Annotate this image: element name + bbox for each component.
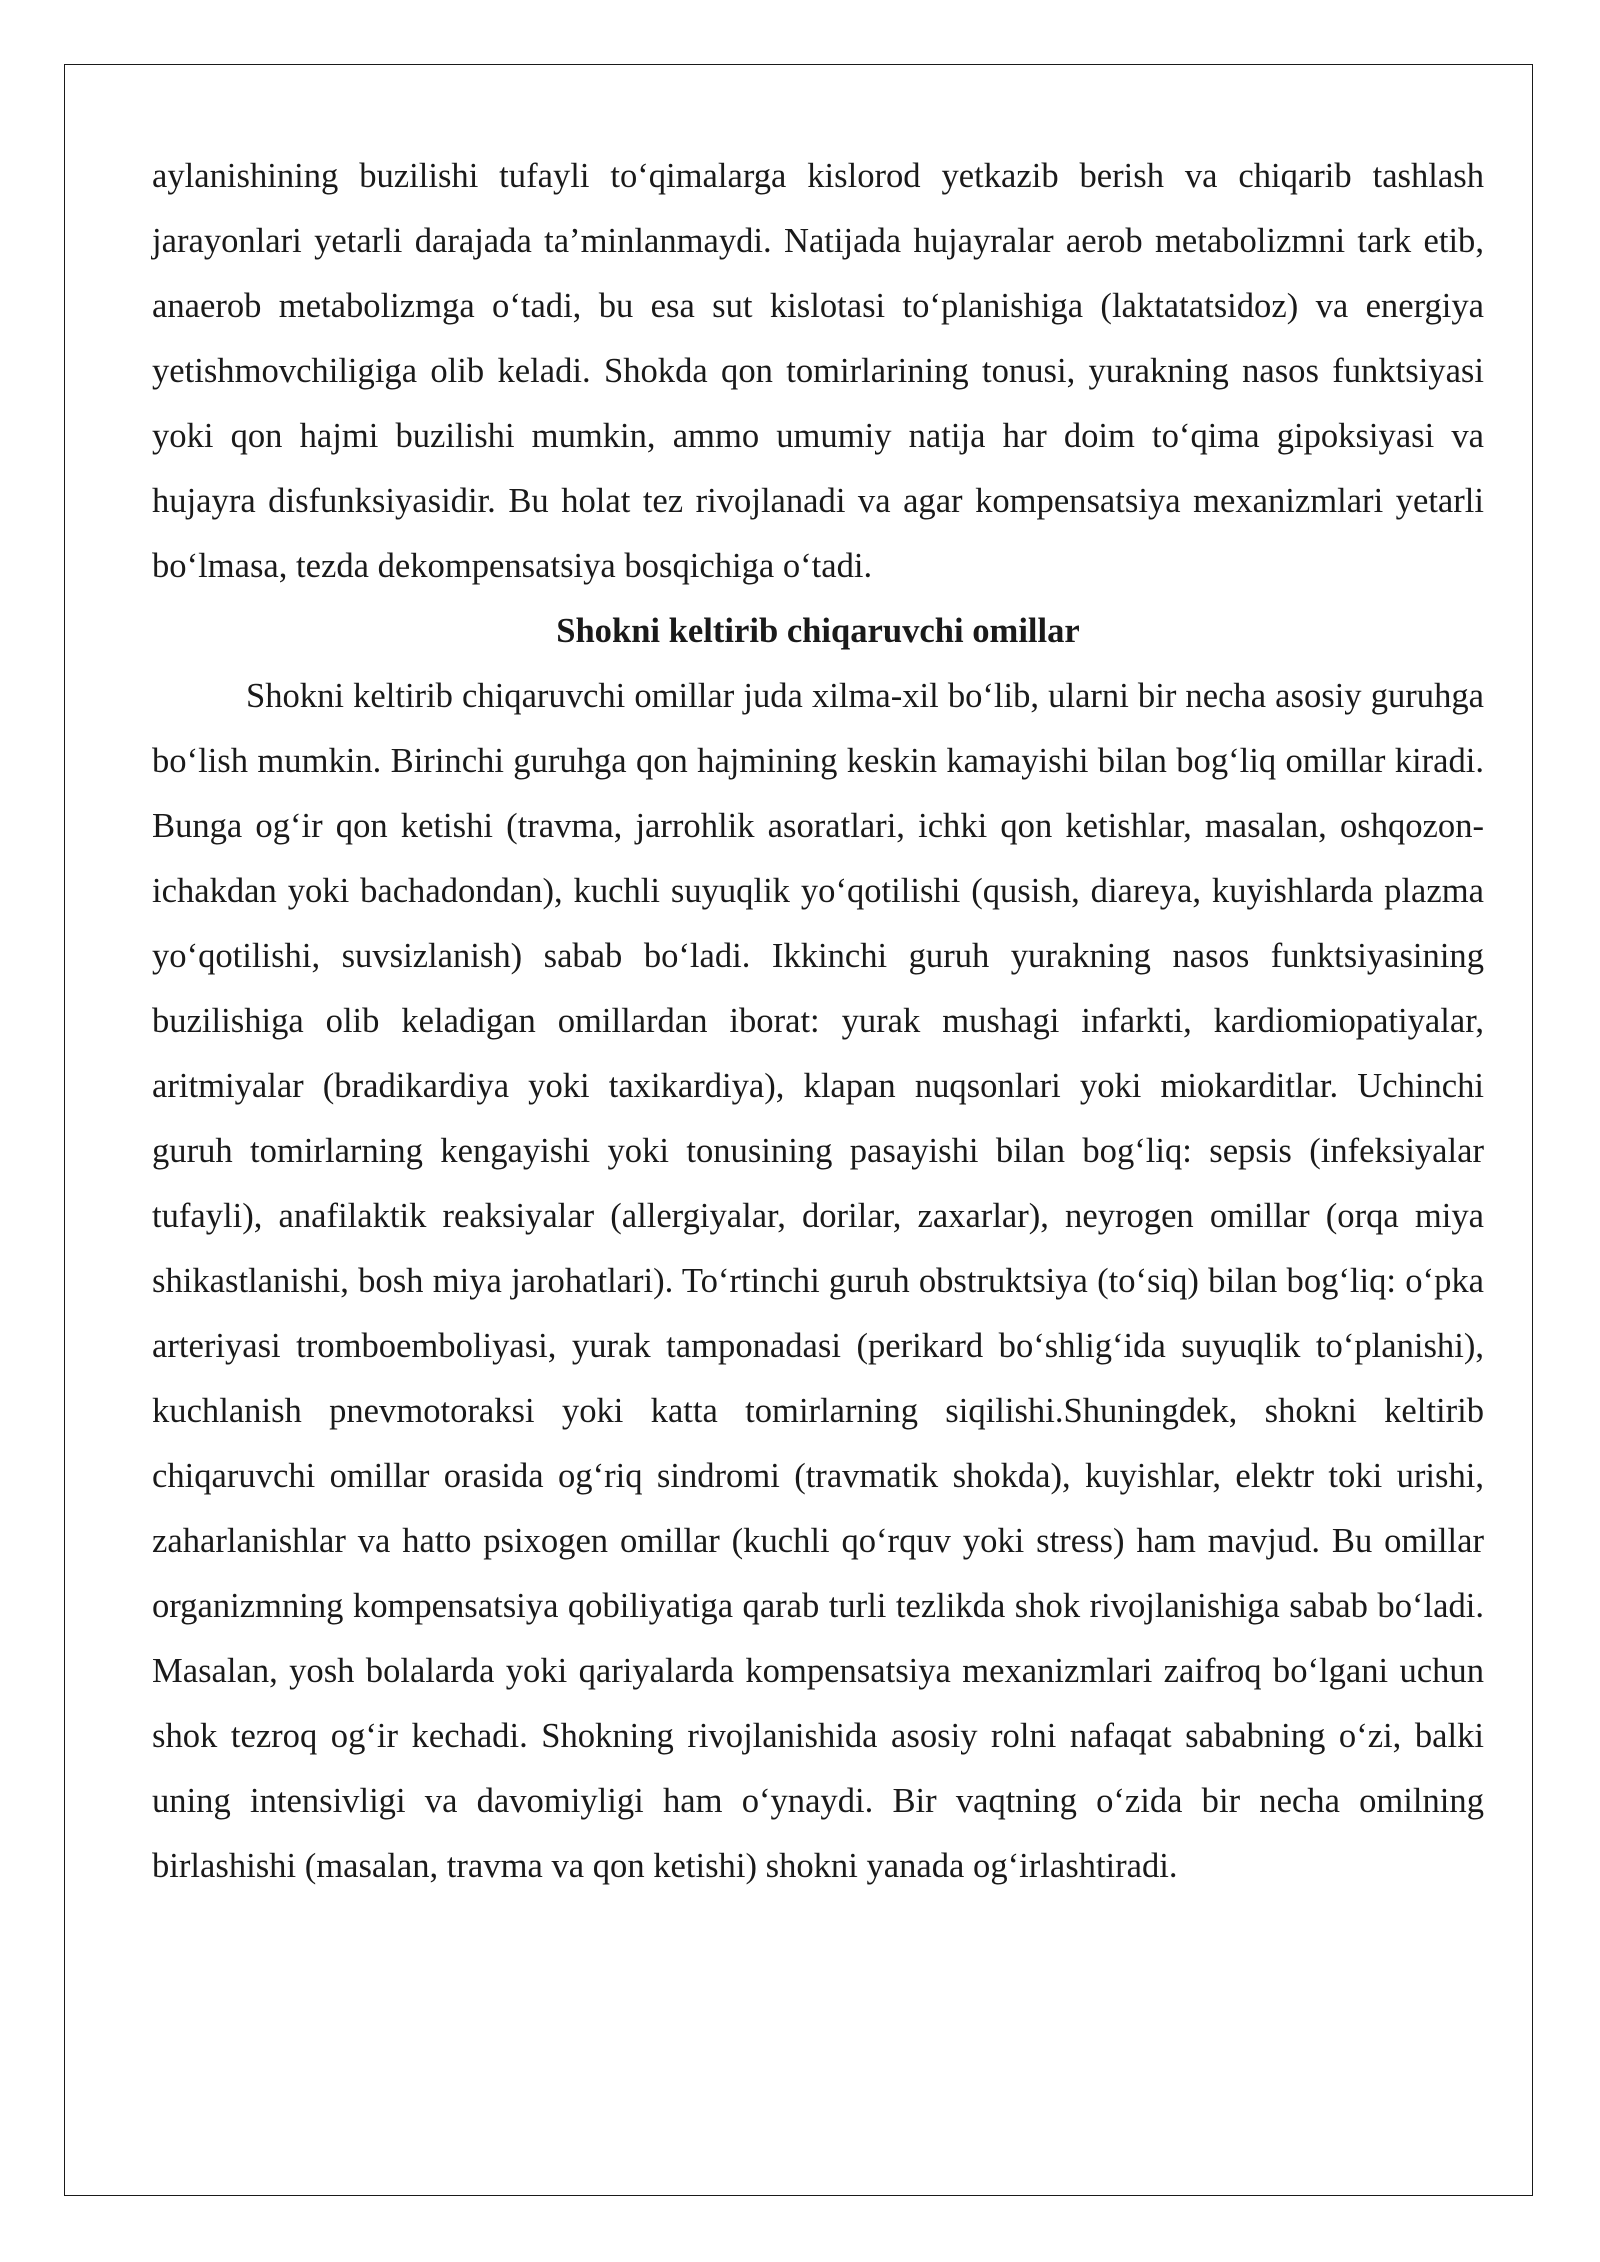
section-heading: Shokni keltirib chiqaruvchi omillar: [556, 612, 1080, 650]
body-paragraph-2: Shokni keltirib chiqaruvchi omillar juda xilma-xil bo‘lib, ularni bir necha asosiy guruhga bo‘lish mumkin. Birinchi guruhga qon hajmining keskin kamayishi bilan bog‘liq omillar kiradi. Bunga og‘ir qon ketishi (travma, jarrohlik asoratlari, ichki qon ketishlar, masalan, oshqozon-ichakdan yoki bachadondan), kuchli suyuqlik yo‘qotilishi (qusish, diareya, kuyishlarda plazma yo‘qotilishi, suvsizlanish) sabab bo‘ladi. Ikkinchi guruh yurakning nasos funktsiyasining buzilishiga olib keladigan omillardan iborat: yurak mushagi infarkti, kardiomiopatiyalar, aritmiyalar (bradikardiya yoki taxikardiya), klapan nuqsonlari yoki miokarditlar. Uchinchi guruh tomirlarning kengayishi yoki tonusining pasayishi bilan bog‘liq: sepsis (infeksiyalar tufayli), anafilaktik reaksiyalar (allergiyalar, dorilar, zaxarlar), neyrogen omillar (orqa miya shikastlanishi, bosh miya jarohatlari). To‘rtinchi guruh obstruktsiya (to‘siq) bilan bog‘liq: o‘pka arteriyasi tromboemboliyasi, yurak tamponadasi (perikard bo‘shlig‘ida suyuqlik to‘planishi), kuchlanish pnevmotoraksi yoki katta tomirlarning siqilishi.Shuningdek, shokni keltirib chiqaruvchi omillar orasida og‘riq sindromi (travmatik shokda), kuyishlar, elektr toki urishi, zaharlanishlar va hatto psixogen omillar (kuchli qo‘rquv yoki stress) ham mavjud. Bu omillar organizmning kompensatsiya qobiliyatiga qarab turli tezlikda shok rivojlanishiga sabab bo‘ladi. Masalan, yosh bolalarda yoki qariyalarda kompensatsiya mexanizmlari zaifroq bo‘lgani uchun shok tezroq og‘ir kechadi. Shokning rivojlanishida asosiy rolni nafaqat sababning o‘zi, balki uning intensivligi va davomiyligi ham o‘ynaydi. Bir vaqtning o‘zida bir necha omilning birlashishi (masalan, travma va qon ketishi) shokni yanada og‘irlashtiradi.: [152, 677, 1484, 1885]
body-paragraph-1: aylanishining buzilishi tufayli to‘qimalarga kislorod yetkazib berish va chiqarib tashlash jarayonlari yetarli darajada ta’minlanmaydi. Natijada hujayralar aerob metabolizmni tark etib, anaerob metabolizmga o‘tadi, bu esa sut kislotasi to‘planishiga (laktatatsidoz) va energiya yetishmovchiligiga olib keladi. Shokda qon tomirlarining tonusi, yurakning nasos funktsiyasi yoki qon hajmi buzilishi mumkin, ammo umumiy natija har doim to‘qima gipoksiyasi va hujayra disfunksiyasidir. Bu holat tez rivojlanadi va agar kompensatsiya mexanizmlari yetarli bo‘lmasa, tezda dekompensatsiya bosqichiga o‘tadi.: [152, 157, 1484, 585]
document-body: [152, 144, 1484, 1899]
